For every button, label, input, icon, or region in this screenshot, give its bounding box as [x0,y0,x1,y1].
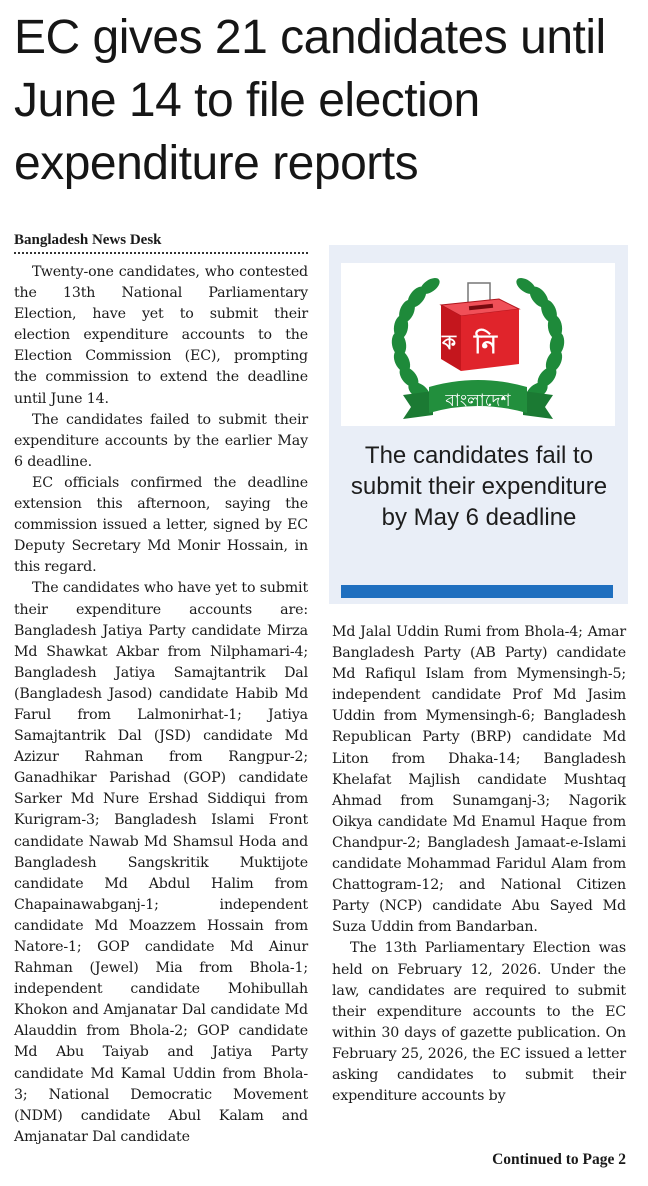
paragraph: The 13th Parliamentary Election was held on February 12, 2026. Under the law, candidates are required to submit their expenditure accounts to the EC within 30 days of gazette publication. On February 25, 2026, the EC issued a letter asking candidates to submit their expenditure accounts by [332,940,626,1105]
paragraph: Twenty-one candidates, who contested the 13th National Parliamentary Election, have yet to submit their election expenditure accounts to the Election Commission (EC), prompting the commission to extend the deadline until June 14. [14,264,308,407]
paragraph: The candidates who have yet to submit their expenditure accounts are: Bangladesh Jatiya Party candidate Mirza Md Shawkat Akbar from Nilphamari-4; Bangladesh Jatiya Samajtantrik Dal (Bangladesh Jasod) candidate Habib Md Farul from Lalmonirhat-1; Jatiya Samajtantrik Dal (JSD) candidate Md Azizur Rahman from Rangpur-2; Ganadhikar Parishad (GOP) candidate Sarker Md Nure Ershad Siddiqui from Kurigram-3; Bangladesh Islami Front candidate Nawab Md Shamsul Hoda and Bangladesh Sangskritik Muktijote candidate Md Abdul Halim from Chapainawabganj-1; independent candidate Md Moazzem Hossain from Natore-1; GOP candidate Md Ainur Rahman (Jewel) Mia from Bhola-1; independent candidate Mohibullah Khokon and Amjanatar Dal candidate Md Alauddin from Bhola-2; GOP candidate Md Abu Taiyab and Jatiya Party candidate Md Kamal Uddin from Bhola-3; National Democratic Movement (NDM) candidate Abul Kalam and Amjanatar Dal candidate [14,580,308,1145]
byline: Bangladesh News Desk [14,230,308,254]
paragraph: EC officials confirmed the deadline extension this afternoon, saying the commission issued a letter, signed by EC Deputy Secretary Md Monir Hossain, in this regard. [14,474,308,576]
sidebar-box [329,245,628,604]
article-column-1 [14,262,308,1148]
pull-quote: The candidates fail to submit their expenditure by May 6 deadline [350,442,608,531]
election-commission-logo-icon [341,263,615,426]
logo-letter: ক [442,330,456,354]
logo-ribbon-text: বাংলাদেশ [445,391,511,411]
paragraph: Md Jalal Uddin Rumi from Bhola-4; Amar Bangladesh Party (AB Party) candidate Md Rafiqul Islam from Mymensingh-5; independent candidate Prof Md Jasim Uddin from Mymensingh-6; Bangladesh Republican Party (BRP) candidate Md Liton from Dhaka-14; Bangladesh Khelafat Majlish candidate Mushtaq Ahmad from Sunamganj-3; Nagorik Oikya candidate Md Enamul Haque from Chandpur-2; Bangladesh Jamaat-e-Islami candidate Mohammad Faridul Alam from Chattogram-12; and National Citizen Party (NCP) candidate Abu Sayed Md Suza Uddin from Bandarban. [332,624,626,936]
logo-panel [341,263,615,426]
headline: EC gives 21 candidates until June 14 to file election expenditure reports [14,11,606,190]
article-column-2 [332,622,626,1107]
paragraph: The candidates failed to submit their expenditure accounts by the earlier May 6 deadline. [14,411,308,470]
logo-letter: নি [474,330,497,360]
sidebar-accent-bar [341,585,613,598]
continued-link[interactable]: Continued to Page 2 [492,1151,626,1168]
